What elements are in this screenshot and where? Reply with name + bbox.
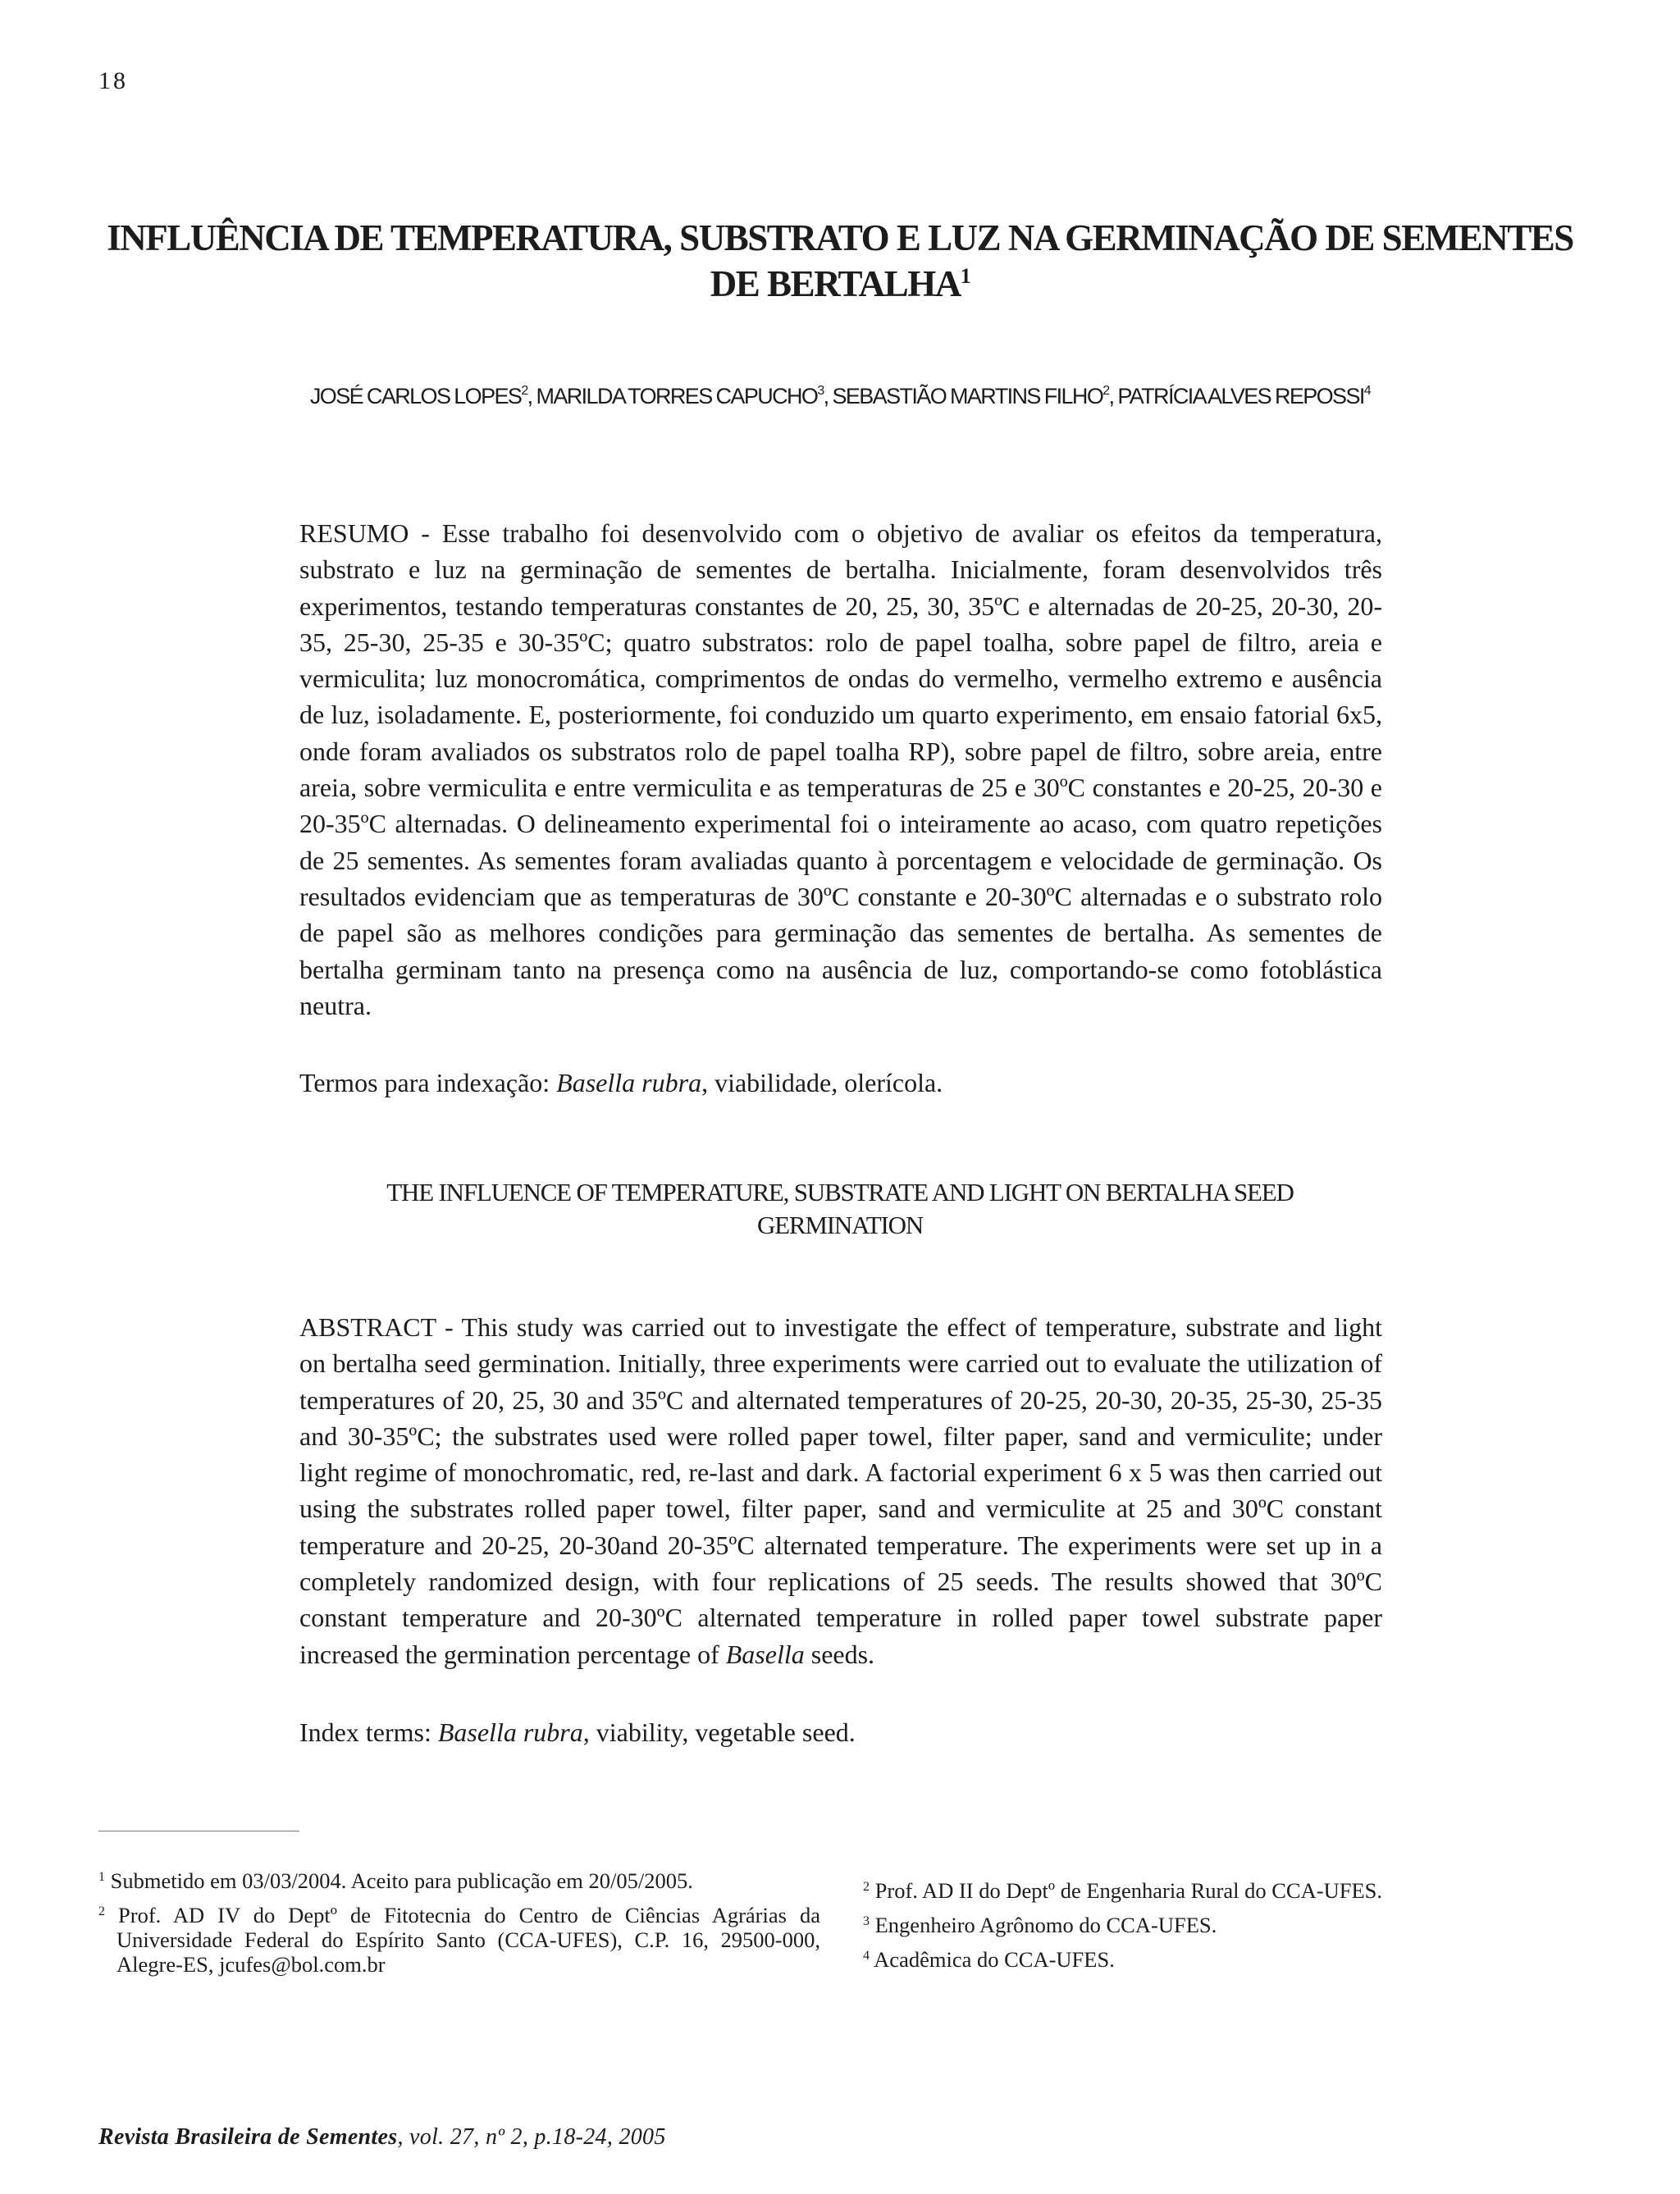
footnotes-right (863, 1878, 1585, 1982)
author-mark: 2 (1102, 384, 1109, 398)
resumo-paragraph: RESUMO - Esse trabalho foi desenvolvido com o objetivo de avaliar os efeitos da temperatura, substrato e luz na germinação de sementes de bertalha. Inicialmente, foram desenvolvidos três experimentos, testando temperaturas constantes de 20, 25, 30, 35ºC e alternadas de 20-25, 20-30, 20-35, 25-30, 25-35 e 30-35ºC; quatro substratos: rolo de papel toalha, sobre papel de filtro, areia e vermiculita; luz monocromática, comprimentos de ondas do vermelho, vermelho extremo e ausência de luz, isoladamente. E, posteriormente, foi conduzido um quarto experimento, em ensaio fatorial 6x5, onde foram avaliados os substratos rolo de papel toalha RP), sobre papel de filtro, sobre areia, entre areia, sobre vermiculita e entre vermiculita e as temperaturas de 25 e 30ºC constantes e 20-25, 20-30 e 20-35ºC alternadas. O delineamento experimental foi o inteiramente ao acaso, com quatro repetições de 25 sementes. As sementes foram avaliadas quanto à porcentagem e velocidade de germinação. Os resultados evidenciam que as temperaturas de 30ºC constante e 20-30ºC alternadas e o substrato rolo de papel são as melhores condições para germinação das sementes de bertalha. As sementes de bertalha germinam tanto na presença como na ausência de luz, comportando-se como fotoblástica neutra. (299, 518, 1382, 1020)
footnote: $^3$ Engenheiro Agrônomo do CCA-UFES. (863, 1913, 1217, 1937)
article-title-pt (82, 215, 1598, 307)
article-title-line2: DE BERTALHA (710, 263, 961, 304)
author-mark: 3 (817, 384, 824, 398)
journal-details: , vol. 27, nº 2, p.18-24, 2005 (397, 2124, 666, 2150)
author-list: JOSÉ CARLOS LOPES$^2$, MARILDA TORRES CAPUCHO$^3$, SEBASTIÃO MARTINS FILHO$^2$, PATRÍCIA ALVES REPOSSI$^4$ (309, 384, 1371, 408)
index-terms: Index terms: Basella rubra, viability, vegetable seed. (299, 1717, 856, 1747)
abstract-paragraph: ABSTRACT - This study was carried out to investigate the effect of temperature, substrate and light on bertalha seed germination. Initially, three experiments were carried out to evaluate the utilization of temperatures of 20, 25, 30 and 35ºC and alternated temperatures of 20-25, 20-30, 20-35, 25-30, 25-35 and 30-35ºC; the substrates used were rolled paper towel, filter paper, sand and vermiculite; under light regime of monochromatic, red, re-last and dark. A factorial experiment 6 x 5 was then carried out using the substrates rolled paper towel, filter paper, sand and vermiculite at 25 and 30ºC constant temperature and 20-25, 20-30and 20-35ºC alternated temperature. The experiments were set up in a completely randomized design, with four replications of 25 seeds. The results showed that 30ºC constant temperature and 20-30ºC alternated temperature in rolled paper towel substrate paper increased the germination percentage of Basella seeds. (299, 1312, 1382, 1669)
footnotes-left (98, 1868, 820, 1986)
title-en-line1: THE INFLUENCE OF TEMPERATURE, SUBSTRATE AND LIGHT ON BERTALHA SEED (386, 1178, 1294, 1206)
author-mark: 4 (1363, 384, 1371, 398)
termos-species: Basella rubra (556, 1068, 702, 1097)
author-name: PATRÍCIA ALVES REPOSSI (1117, 384, 1364, 408)
abstract-species: Basella (725, 1639, 805, 1669)
author-mark: 2 (521, 384, 527, 398)
footnote: $^1$ Submetido em 03/03/2004. Aceito para publicação em 20/05/2005. (98, 1868, 693, 1893)
article-title-line1: INFLUÊNCIA DE TEMPERATURA, SUBSTRATO E LUZ NA GERMINAÇÃO DE SEMENTES (107, 217, 1573, 258)
journal-citation (98, 2124, 666, 2151)
footnote: $^4$ Acadêmica do CCA-UFES. (863, 1947, 1115, 1972)
page-number: 18 (98, 67, 128, 94)
footnote: $^2$ Prof. AD II do Deptº de Engenharia Rural do CCA-UFES. (863, 1878, 1382, 1903)
footnote: $^2$ Prof. AD IV do Deptº de Fitotecnia do Centro de Ciências Agrárias da Universidade Federal do Espírito Santo (CCA-UFES), C.P. 16, 29500-000, Alegre-ES, jcufes@bol.com.br (98, 1903, 820, 1977)
title-en-line2: GERMINATION (756, 1211, 924, 1239)
author-name: SEBASTIÃO MARTINS FILHO (832, 384, 1103, 408)
author-name: JOSÉ CARLOS LOPES (309, 384, 522, 408)
article-title-en (246, 1176, 1434, 1242)
journal-name: Revista Brasileira de Sementes (98, 2124, 398, 2150)
author-name: MARILDA TORRES CAPUCHO (536, 384, 818, 408)
title-footnote-mark: 1 (960, 264, 970, 288)
index-terms-species: Basella rubra (437, 1717, 583, 1747)
termos-indexacao: Termos para indexação: Basella rubra, viabilidade, olerícola. (299, 1068, 943, 1097)
